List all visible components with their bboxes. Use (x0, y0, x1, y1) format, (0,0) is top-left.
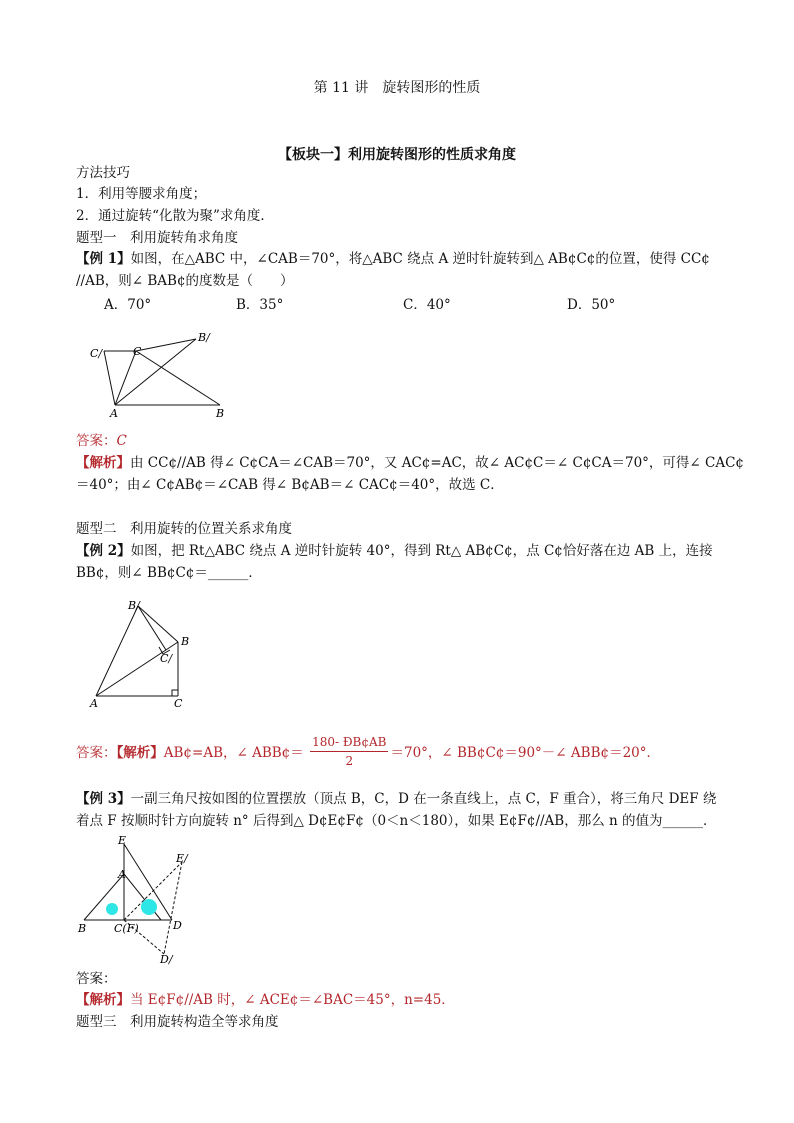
page-title: 第 11 讲 旋转图形的性质 (313, 80, 481, 96)
figure-3 (76, 832, 206, 967)
section-heading: 【板块一】利用旋转图形的性质求角度 (278, 147, 516, 163)
fig2-label-b1: B/ (128, 599, 140, 612)
type3-heading: 题型三 利用旋转构造全等求角度 (76, 1014, 279, 1030)
fig1-label-b1: B/ (198, 331, 210, 344)
analysis1-line2: ＝40°；由∠ C¢AB¢＝∠CAB 得∠ B¢AB＝∠ CAC¢＝40°，故选 C． (76, 477, 504, 493)
fig1-label-c: C (133, 345, 142, 358)
fig1-label-b: B (216, 407, 225, 420)
example2-text-2: BB¢，则∠ BB¢C¢＝______． (76, 565, 262, 581)
fig2-label-b: B (181, 635, 190, 648)
fig3-label-b: B (78, 922, 87, 935)
method-heading: 方法技巧 (76, 165, 130, 181)
fig2-label-c: C (174, 697, 183, 710)
option-a: A．70° (104, 297, 152, 313)
method-item-2: 2．通过旋转“化散为聚”求角度． (76, 208, 274, 224)
answer3: 答案： (76, 971, 117, 987)
answer1: 答案：C (76, 433, 127, 449)
type1-heading: 题型一 利用旋转角求角度 (76, 230, 238, 246)
example1-text-1: 如图，在△ABC 中，∠CAB＝70°，将△ABC 绕点 A 逆时针旋转到△ AB¢C¢的位置，使得 CC¢ (130, 251, 710, 267)
analysis1-line1: 【解析】由 CC¢//AB 得∠ C¢CA＝∠CAB＝70°，又 AC¢=AC，故∠ AC¢C＝∠ C¢CA＝70°，可得∠ CAC¢ (76, 455, 745, 471)
fig1-label-a: A (110, 407, 118, 420)
method-item-1: 1．利用等腰求角度； (76, 186, 207, 202)
fraction: $\frac{180- ÐB¢AB}{2}$ (312, 735, 387, 768)
example1-tag: 【例 1】 (76, 251, 131, 267)
type2-heading: 题型二 利用旋转的位置关系求角度 (76, 521, 292, 537)
example3-text-2: 着点 F 按顺时针方向旋转 n° 后得到△ D¢E¢F¢（0＜n＜180），如果 E¢F¢//AB，那么 n 的值为______． (76, 813, 717, 829)
fig3-label-e: E (118, 834, 127, 847)
option-d: D．50° (567, 297, 616, 313)
example2-line1: 【例 2】如图，把 Rt△ABC 绕点 A 逆时针旋转 40°，得到 Rt△ AB¢C¢，点 C¢恰好落在边 AB 上，连接 (76, 543, 713, 559)
fig2-label-a: A (90, 697, 98, 710)
analysis3: 【解析】当 E¢F¢//AB 时，∠ ACE¢＝∠BAC＝45°，n=45． (76, 992, 455, 1008)
figure-2 (82, 590, 202, 710)
example3-line1: 【例 3】一副三角尺按如图的位置摆放（顶点 B，C，D 在一条直线上，点 C，F 重合），将三角尺 DEF 绕 (76, 791, 717, 807)
fig3-label-d: D (173, 919, 182, 932)
option-c: C．40° (403, 297, 451, 313)
fig3-label-d1: D/ (160, 953, 173, 966)
example1-line1 (76, 250, 710, 268)
fig2-label-c1: C/ (160, 652, 173, 665)
example1-text-2: //AB，则∠ BAB¢的度数是（ ） (76, 273, 294, 289)
fig3-label-a: A (118, 868, 126, 881)
fig1-label-c1: C/ (90, 347, 103, 360)
answer1-value: C (116, 433, 127, 449)
fig3-label-cf: C(F) (114, 922, 139, 935)
fig3-label-e1: E/ (176, 852, 188, 865)
option-b: B．35° (236, 297, 284, 313)
answer2: 答案：【解析】AB¢=AB，∠ ABB¢＝ $\frac{180- ÐB¢AB}{2}$ ＝70°，∠ BB¢C¢＝90°－∠ ABB¢＝20°． (76, 735, 661, 768)
figure-1 (80, 325, 240, 420)
cyan-marker-2 (141, 899, 157, 915)
cyan-marker-1 (106, 903, 118, 915)
